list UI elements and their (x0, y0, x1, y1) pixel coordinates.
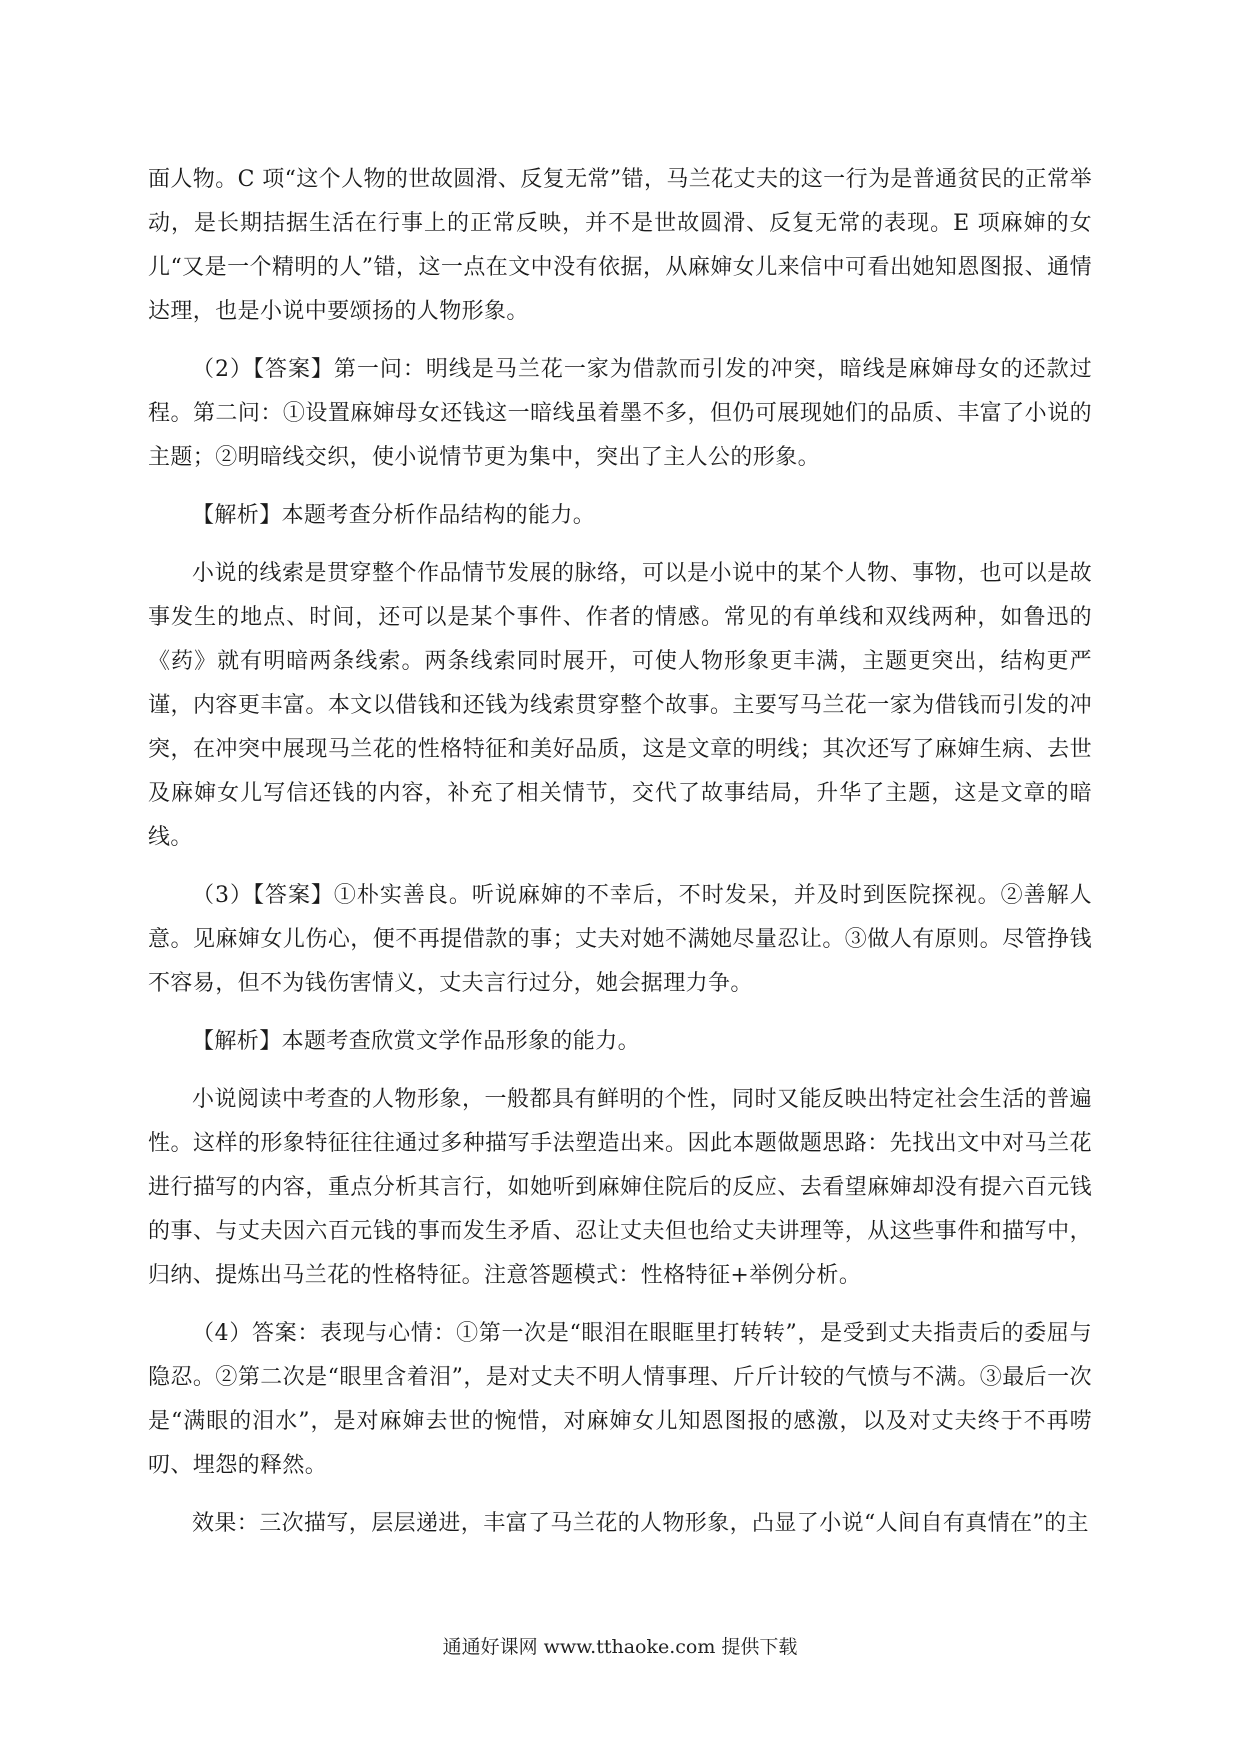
paragraph-answer-4: （4）答案：表现与心情：①第一次是“眼泪在眼眶里打转转”，是受到丈夫指责后的委屈与隐忍。②第二次是“眼里含着泪”，是对丈夫不明人情事理、斤斤计较的气愤与不满。③最后一次是“满眼的泪水”，是对麻婶去世的惋惜，对麻婶女儿知恩图报的感激，以及对丈夫终于不再唠叨、埋怨的释然。 (148, 1321, 1092, 1478)
document-body (148, 158, 1092, 1560)
paragraph-analysis-3-body: 小说阅读中考查的人物形象，一般都具有鲜明的个性，同时又能反映出特定社会生活的普遍性。这样的形象特征往往通过多种描写手法塑造出来。因此本题做题思路：先找出文中对马兰花进行描写的内容，重点分析其言行，如她听到麻婶住院后的反应、去看望麻婶却没有提六百元钱的事、与丈夫因六百元钱的事而发生矛盾、忍让丈夫但也给丈夫讲理等，从这些事件和描写中，归纳、提炼出马兰花的性格特征。注意答题模式：性格特征+举例分析。 (148, 1087, 1092, 1288)
paragraph-analysis-2-heading: 【解析】本题考查分析作品结构的能力。 (192, 503, 596, 528)
page-footer: 通通好课网 www.tthaoke.com 提供下载 (442, 1636, 798, 1658)
paragraph-analysis-3-heading: 【解析】本题考查欣赏文学作品形象的能力。 (192, 1029, 641, 1054)
paragraph-analysis-continued: 面人物。C 项“这个人物的世故圆滑、反复无常”错，马兰花丈夫的这一行为是普通贫民的正常举动，是长期拮据生活在行事上的正常反映，并不是世故圆滑、反复无常的表现。E 项麻婶的女儿“又是一个精明的人”错，这一点在文中没有依据，从麻婶女儿来信中可看出她知恩图报、通情达理，也是小说中要颂扬的人物形象。 (148, 167, 1092, 324)
paragraph-answer-3: （3）【答案】①朴实善良。听说麻婶的不幸后，不时发呆，并及时到医院探视。②善解人意。见麻婶女儿伤心，便不再提借款的事；丈夫对她不满她尽量忍让。③做人有原则。尽管挣钱不容易，但不为钱伤害情义，丈夫言行过分，她会据理力争。 (148, 883, 1092, 996)
paragraph-answer-2: （2）【答案】第一问：明线是马兰花一家为借款而引发的冲突，暗线是麻婶母女的还款过程。第二问：①设置麻婶母女还钱这一暗线虽着墨不多，但仍可展现她们的品质、丰富了小说的主题；②明暗线交织，使小说情节更为集中，突出了主人公的形象。 (148, 357, 1092, 470)
paragraph-effect: 效果：三次描写，层层递进，丰富了马兰花的人物形象，凸显了小说“人间自有真情在”的主 (192, 1511, 1089, 1536)
paragraph-analysis-2-body: 小说的线索是贯穿整个作品情节发展的脉络，可以是小说中的某个人物、事物，也可以是故事发生的地点、时间，还可以是某个事件、作者的情感。常见的有单线和双线两种，如鲁迅的《药》就有明暗两条线索。两条线索同时展开，可使人物形象更丰满，主题更突出，结构更严谨，内容更丰富。本文以借钱和还钱为线索贯穿整个故事。主要写马兰花一家为借钱而引发的冲突，在冲突中展现马兰花的性格特征和美好品质，这是文章的明线；其次还写了麻婶生病、去世及麻婶女儿写信还钱的内容，补充了相关情节，交代了故事结局，升华了主题，这是文章的暗线。 (148, 561, 1092, 850)
